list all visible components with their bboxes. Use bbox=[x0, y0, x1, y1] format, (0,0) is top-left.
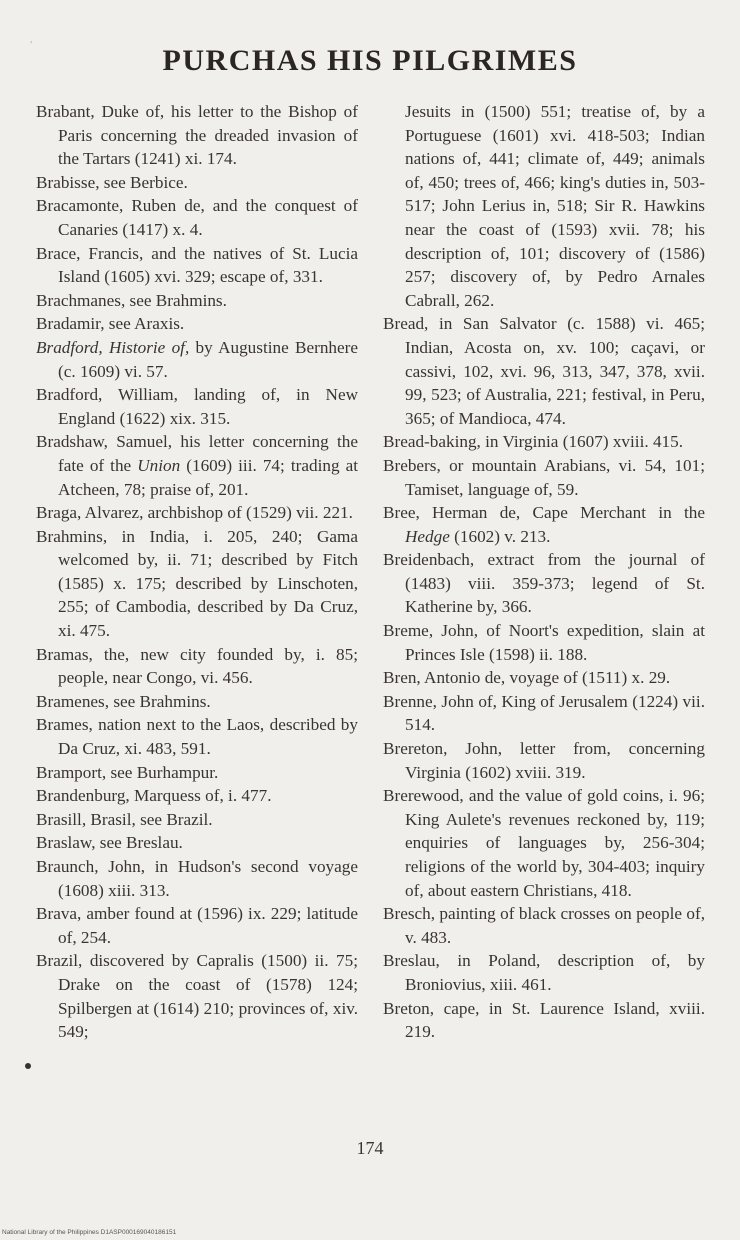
page-number: 174 bbox=[356, 1138, 384, 1158]
index-entry bbox=[383, 430, 705, 454]
index-entry bbox=[383, 690, 705, 737]
index-entry-text: Brandenburg, Marquess of, i. 477. bbox=[36, 786, 272, 806]
index-entry bbox=[383, 666, 705, 690]
index-entry bbox=[36, 194, 358, 241]
index-entry-text: Braunch, John, in Hudson's second voyage (1608) xiii. 313. bbox=[36, 857, 358, 900]
index-entry bbox=[383, 619, 705, 666]
index-entry bbox=[36, 312, 358, 336]
index-entry bbox=[36, 525, 358, 643]
index-entry-text: Brazil, discovered by Capralis (1500) ii. 75; Drake on the coast of (1578) 124; Spilbergen at (1614) 210; provinces of, xiv. 549; bbox=[36, 951, 358, 1042]
index-entry bbox=[36, 383, 358, 430]
index-entry-text: Breidenbach, extract from the journal of (1483) viii. 359-373; legend of St. Katherine by, 366. bbox=[383, 550, 705, 617]
index-entry-text: Brabisse, see Berbice. bbox=[36, 172, 188, 192]
index-entry bbox=[36, 643, 358, 690]
index-entry-text: Bradford, William, landing of, in New England (1622) xix. 315. bbox=[36, 385, 358, 428]
index-entry bbox=[36, 289, 358, 313]
index-entry bbox=[36, 100, 358, 171]
index-entry bbox=[383, 312, 705, 430]
index-entry bbox=[36, 242, 358, 289]
index-entry-text: Brachmanes, see Brahmins. bbox=[36, 290, 227, 310]
ink-dot-mark bbox=[25, 1063, 31, 1069]
index-entry bbox=[36, 761, 358, 785]
index-entry-text: Brasill, Brasil, see Brazil. bbox=[36, 809, 213, 829]
index-entry-text: Brace, Francis, and the natives of St. Lucia Island (1605) xvi. 329; escape of, 331. bbox=[36, 243, 358, 287]
index-entry-text: Bramenes, see Brahmins. bbox=[36, 691, 211, 711]
index-entry-text: (1602) v. 213. bbox=[449, 526, 551, 546]
index-entry bbox=[36, 336, 358, 383]
scan-footer: National Library of the Philippines D1ASP000169040186151 bbox=[2, 1229, 177, 1236]
index-entry-text: Brabant, Duke of, his letter to the Bishop of Paris concerning the dreaded invasion of the Tartars (1241) xi. 174. bbox=[36, 102, 358, 169]
index-entry bbox=[383, 997, 705, 1044]
index-entry bbox=[383, 737, 705, 784]
index-entry bbox=[36, 713, 358, 760]
index-entry bbox=[36, 784, 358, 808]
index-entry bbox=[36, 690, 358, 714]
index-entry-text: (1609) iii. 74; trading at Atcheen, 78; praise of, 201. bbox=[58, 455, 358, 499]
index-entry bbox=[383, 902, 705, 949]
index-entry bbox=[383, 548, 705, 619]
index-entry-text: Braslaw, see Breslau. bbox=[36, 833, 183, 853]
index-entry-italic: Bradford, Historie of, bbox=[36, 337, 190, 357]
index-entry-text: Bracamonte, Ruben de, and the conquest of Canaries (1417) x. 4. bbox=[36, 196, 358, 239]
index-entry-text: Bradamir, see Araxis. bbox=[36, 314, 185, 334]
index-entry-text: Breslau, in Poland, description of, by Broniovius, xiii. 461. bbox=[383, 951, 705, 994]
index-entry-text: Brenne, John of, King of Jerusalem (1224) vii. 514. bbox=[383, 691, 705, 735]
index-entry-text: Bread, in San Salvator (c. 1588) vi. 465; Indian, Acosta on, xv. 100; caçavi, or cassivi, 102, xvi. 96, 313, 347, 378, xvii. 99, 523; of Australia, 221; festival, in Peru, 365; of Mandioca, 474. bbox=[383, 314, 705, 428]
index-entry-text: Bradshaw, Samuel, his letter concerning the fate of the bbox=[36, 432, 358, 475]
index-entry-text: Brames, nation next to the Laos, described by Da Cruz, xi. 483, 591. bbox=[36, 715, 358, 759]
index-column-left bbox=[36, 100, 358, 1044]
index-entry-text: Breton, cape, in St. Laurence Island, xviii. 219. bbox=[383, 998, 705, 1042]
index-entry-text: Breme, John, of Noort's expedition, slain at Princes Isle (1598) ii. 188. bbox=[383, 621, 705, 664]
index-entry bbox=[383, 784, 705, 902]
index-entry bbox=[36, 949, 358, 1043]
index-entry bbox=[36, 171, 358, 195]
index-entry-text: Bren, Antonio de, voyage of (1511) x. 29. bbox=[383, 668, 671, 688]
index-entry-text: Bread-baking, in Virginia (1607) xviii. 415. bbox=[383, 432, 684, 452]
index-entry-text: by Augustine Bernhere (c. 1609) vi. 57. bbox=[58, 337, 358, 381]
index-entry-text: Brava, amber found at (1596) ix. 229; latitude of, 254. bbox=[36, 904, 358, 947]
index-entry bbox=[383, 501, 705, 548]
index-entry bbox=[383, 949, 705, 996]
index-column-right bbox=[383, 100, 705, 1044]
index-entry bbox=[383, 100, 705, 312]
index-entry-text: Bramas, the, new city founded by, i. 85; people, near Congo, vi. 456. bbox=[36, 644, 358, 688]
index-entry-text: Braga, Alvarez, archbishop of (1529) vii. 221. bbox=[36, 503, 353, 523]
paper-speck: ' bbox=[30, 40, 33, 49]
index-entry bbox=[36, 430, 358, 501]
index-entry-italic: Union bbox=[137, 455, 181, 475]
index-entry bbox=[36, 855, 358, 902]
index-entry bbox=[36, 902, 358, 949]
index-entry-text: Bree, Herman de, Cape Merchant in the bbox=[383, 503, 705, 523]
index-entry-text: Brereton, John, letter from, concerning Virginia (1602) xviii. 319. bbox=[383, 739, 705, 782]
index-entry-text: Brahmins, in India, i. 205, 240; Gama welcomed by, ii. 71; described by Fitch (1585) x. 175; described by Linschoten, 255; of Cambodia, described by Da Cruz, xi. 475. bbox=[36, 526, 358, 641]
index-entry-text: Brebers, or mountain Arabians, vi. 54, 101; Tamiset, language of, 59. bbox=[383, 455, 705, 499]
index-entry bbox=[36, 501, 358, 525]
index-entry-text: Bramport, see Burhampur. bbox=[36, 762, 219, 782]
index-entry-text: Brerewood, and the value of gold coins, i. 96; King Aulete's revenues reckoned by, 119; enquiries of languages by, 256-304; religions of the world by, 304-403; inquiry of, about eastern Christians, 418. bbox=[383, 786, 705, 900]
index-entry bbox=[36, 831, 358, 855]
index-entry-text: Bresch, painting of black crosses on people of, v. 483. bbox=[383, 904, 705, 947]
index-entry bbox=[36, 808, 358, 832]
page-title: PURCHAS HIS PILGRIMES bbox=[162, 44, 578, 77]
index-entry-italic: Hedge bbox=[405, 526, 450, 546]
index-entry bbox=[383, 454, 705, 501]
index-entry-text: Jesuits in (1500) 551; treatise of, by a Portuguese (1601) xvi. 418-503; Indian nations of, 441; climate of, 449; animals of, 450; trees of, 466; king's duties in, 503-517; John Lerius in, 518; Sir R. Hawkins near the coast of (1593) xvii. 78; his description of, 101; discovery of (1586) 257; discovery of, by Pedro Arnales Cabrall, 262. bbox=[405, 102, 705, 310]
